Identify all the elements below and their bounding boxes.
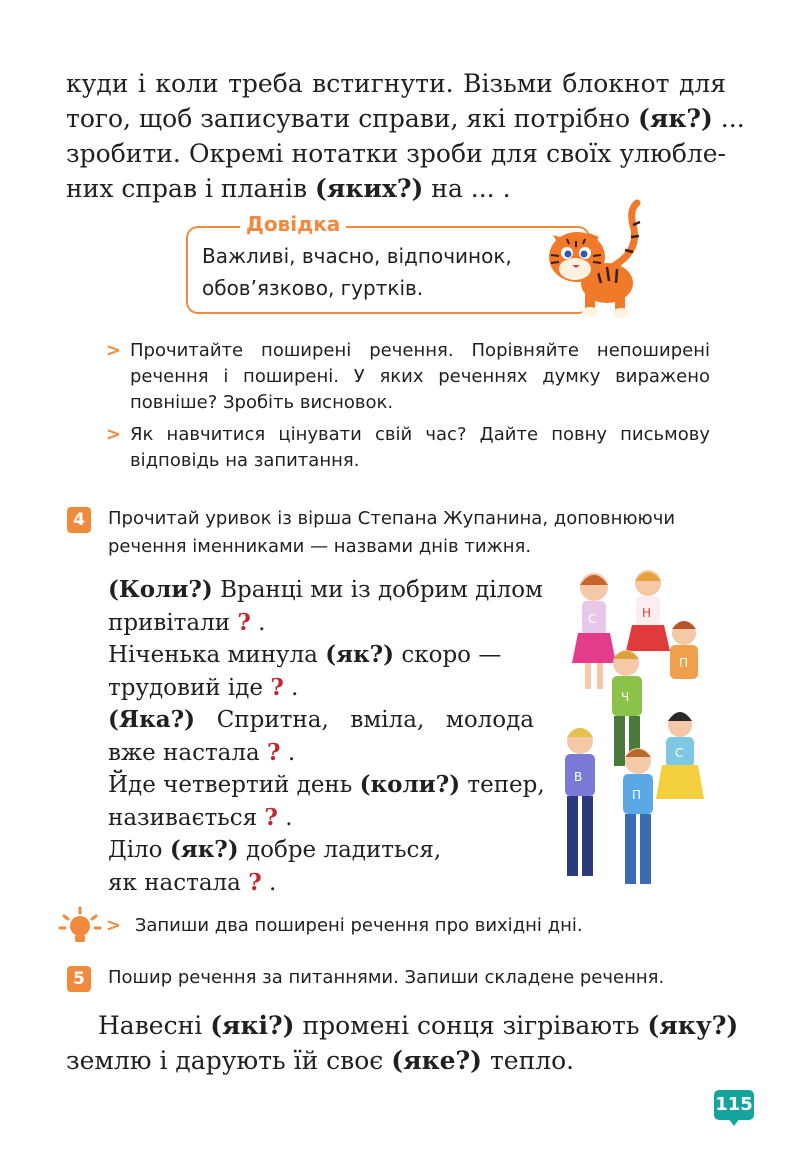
task-4-line-2: речення іменниками — назвами днів тижня.: [108, 536, 532, 557]
bullet-text: Прочитайте поширені речення. Порівняйте непоширені речення і поширені. У яких реченнях думку виражено повніше? Зробіть висновок.: [130, 340, 710, 413]
bulb-task-text: Запиши два поширені речення про вихідні дні.: [134, 915, 583, 936]
tiger-illustration: [545, 195, 650, 320]
task-5-badge: 5: [67, 966, 91, 992]
poem-line-6: вже настала ? .: [108, 738, 296, 766]
kid-letter: П: [679, 656, 689, 670]
intro-line-2: того, щоб записувати справи, які потрібно (як?) ...: [66, 104, 745, 133]
poem-line-3: Ніченька минула (як?) скоро —: [108, 641, 502, 668]
kid-letter: С: [588, 612, 597, 626]
poem-line-4: трудовий іде ? .: [108, 673, 299, 701]
instruction-bullets: [106, 338, 710, 480]
help-line-1: Важливі, вчасно, відпочинок,: [202, 244, 512, 268]
task-5-text: Пошир речення за питаннями. Запиши складене речення.: [108, 967, 665, 988]
page-number: 115: [714, 1090, 754, 1120]
bulb-task: [106, 912, 583, 940]
poem-line-9: Діло (як?) добре ладиться,: [108, 836, 442, 863]
kid-letter: П: [632, 788, 642, 802]
intro-paragraph: [66, 66, 745, 206]
exercise-sentence: [66, 1008, 739, 1078]
poem: [108, 574, 545, 899]
exercise-line-2: землю і дарують їй своє (яке?) тепло.: [66, 1046, 575, 1075]
intro-line-1: куди і коли треба встигнути. Візьми блокнот для: [66, 69, 726, 98]
poem-line-8: називається ? .: [108, 803, 293, 831]
help-line-2: обов’язково, гуртків.: [202, 276, 424, 300]
poem-line-5: (Яка?) Спритна, вміла, молода: [108, 706, 534, 733]
help-title: Довідка: [240, 212, 346, 236]
poem-line-10: як настала ? .: [108, 868, 277, 896]
task-4-line-1: Прочитай уривок із вірша Степана Жупанина, доповнюючи: [108, 508, 676, 529]
kid-letter: В: [574, 770, 583, 784]
page-number-tip: [728, 1118, 740, 1126]
bullet-item: [106, 422, 710, 474]
kid-letter: Ч: [621, 690, 630, 704]
chevron-right-icon: >: [106, 915, 122, 936]
poem-line-2: привітали ? .: [108, 608, 266, 636]
kid-letter: С: [675, 746, 684, 760]
children-illustration: [552, 565, 722, 900]
exercise-line-1: Навесні (які?) промені сонця зігрівають (яку?): [98, 1011, 739, 1040]
task-4-text: [108, 505, 728, 561]
bullet-item: [106, 338, 710, 416]
poem-line-1: (Коли?) Вранці ми із добрим ділом: [108, 576, 543, 603]
kid-letter: Н: [642, 606, 652, 620]
chevron-right-icon: >: [106, 424, 122, 445]
intro-line-4: них справ і планів (яких?) на ... .: [66, 174, 511, 203]
poem-line-7: Йде четвертий день (коли?) тепер,: [108, 771, 545, 798]
help-text: [202, 240, 512, 304]
intro-line-3: зробити. Окремі нотатки зроби для своїх улюблe-: [66, 139, 726, 168]
lightbulb-icon: [58, 906, 102, 946]
task-4-badge: 4: [67, 507, 91, 533]
bullet-text: Як навчитися цінувати свій час? Дайте повну письмову відповідь на запитання.: [130, 424, 710, 471]
chevron-right-icon: >: [106, 340, 122, 361]
